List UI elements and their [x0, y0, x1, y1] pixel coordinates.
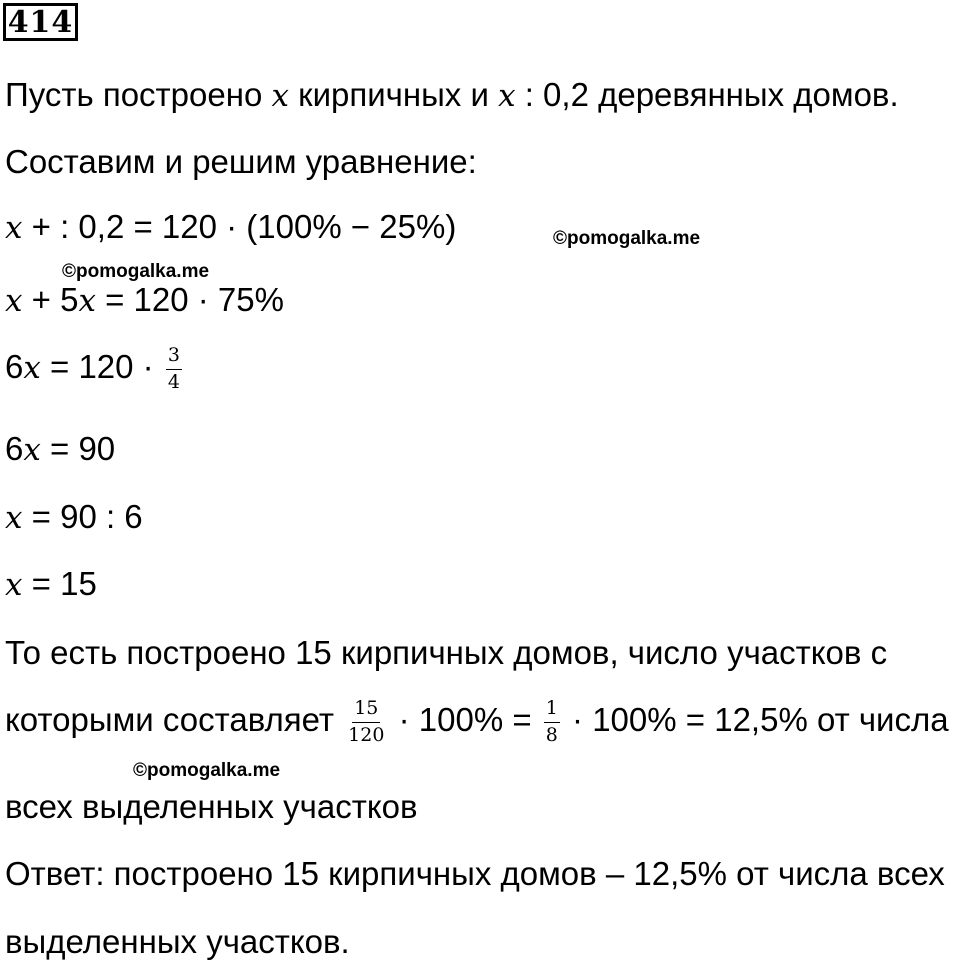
fraction-1-8	[544, 698, 560, 747]
conclusion-line-1: То есть построено 15 кирпичных домов, число участков с	[5, 634, 888, 671]
fraction-numerator: 1	[544, 698, 560, 723]
equation-4-text-b: = 90	[50, 430, 116, 467]
var-x: 𝑥	[78, 283, 96, 319]
answer-line-1: Ответ: построено 15 кирпичных домов – 12,5% от числа всех	[5, 855, 945, 892]
fraction-15-120	[346, 698, 386, 747]
var-x: 𝑥	[23, 350, 41, 387]
task-number: 414	[3, 3, 78, 41]
conclusion-line-2	[5, 698, 949, 747]
conclusion-line-3: всех выделенных участков	[5, 788, 418, 825]
conclusion-text-b: · 100% =	[398, 701, 532, 739]
equation-4	[5, 432, 115, 466]
answer-line-2: выделенных участков.	[5, 923, 350, 960]
equation-3-text-b: = 120 ·	[50, 348, 154, 386]
conclusion-text-c: · 100% = 12,5% от числа	[572, 701, 949, 739]
equation-5	[5, 500, 143, 534]
fraction-denominator: 4	[167, 370, 180, 393]
fraction-numerator: 15	[352, 698, 380, 723]
var-x: 𝑥	[5, 283, 23, 319]
watermark: ©pomogalka.me	[62, 261, 210, 282]
equation-6-text: = 15	[31, 565, 97, 602]
fraction-numerator: 3	[166, 345, 182, 370]
var-x: 𝑥	[498, 78, 516, 114]
var-x: 𝑥	[5, 500, 23, 536]
fraction-denominator: 120	[348, 723, 385, 746]
fraction-denominator: 8	[545, 723, 558, 746]
intro-line	[5, 78, 899, 112]
watermark: ©pomogalka.me	[133, 760, 281, 781]
intro-text-b: кирпичных и	[298, 76, 489, 113]
equation-4-text-a: 6	[5, 430, 24, 467]
equation-3	[5, 345, 185, 394]
equation-1	[5, 210, 456, 244]
equation-intro: Составим и решим уравнение:	[5, 143, 477, 180]
var-x: 𝑥	[5, 567, 23, 603]
equation-5-text: = 90 : 6	[31, 498, 143, 535]
equation-2-text-b: = 120 · 75%	[105, 281, 284, 318]
intro-text-c: : 0,2 деревянных домов.	[524, 76, 899, 113]
conclusion-text-a: которыми составляет	[5, 701, 334, 739]
var-x: 𝑥	[23, 432, 41, 468]
equation-2	[5, 283, 284, 317]
equation-2-text-a: + 5	[31, 281, 79, 318]
watermark: ©pomogalka.me	[553, 228, 701, 249]
fraction-three-quarters	[166, 345, 182, 394]
var-x: 𝑥	[271, 78, 289, 114]
equation-6	[5, 567, 97, 601]
equation-1-text: + : 0,2 = 120 · (100% − 25%)	[31, 208, 457, 245]
intro-text-a: Пусть построено	[5, 76, 263, 113]
equation-3-text-a: 6	[5, 348, 24, 386]
var-x: 𝑥	[5, 210, 23, 246]
